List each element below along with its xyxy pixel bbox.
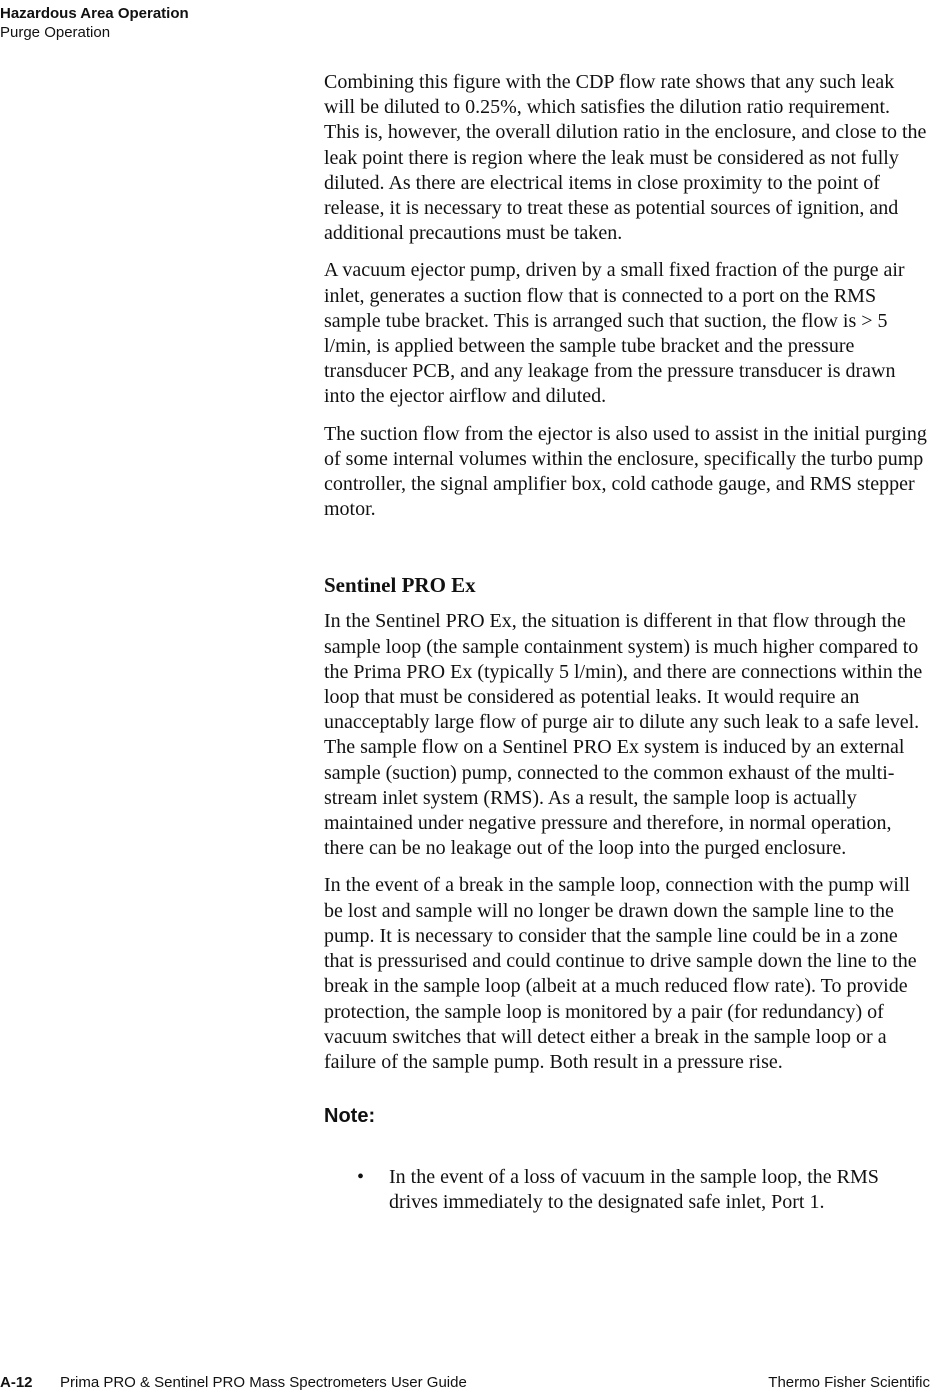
paragraph-sample-loop-break: In the event of a break in the sample loop, connection with the pump will be lost and sample will no longer be drawn down the sample line to the pump. It is necessary to consider that the sample line could be in a zone that is pressurised and could continue to drive sample down the line to the break in the sample loop (albeit at a much reduced flow rate). To provide protection, the sample loop is monitored by a pair (for redundancy) of vacuum switches that will detect either a break in the sample loop or a failure of the sample pump. Both result in a pressure rise.: [324, 874, 917, 1073]
paragraph-vacuum-ejector: A vacuum ejector pump, driven by a small fixed fraction of the purge air inlet, generates a suction flow that is connected to a port on the RMS sample tube bracket. This is arranged such that suction, the flow is > 5 l/min, is applied between the sample tube bracket and the pressure transducer PCB, and any leakage from the pressure transducer is drawn into the ejector airflow and diluted.: [324, 259, 905, 408]
list-item-text: In the event of a loss of vacuum in the sample loop, the RMS drives immediately to the designated safe inlet, Port 1.: [389, 1166, 879, 1214]
bullet-icon: •: [357, 1166, 365, 1189]
paragraph-suction-flow: The suction flow from the ejector is also used to assist in the initial purging of some internal volumes within the enclosure, specifically the turbo pump controller, the signal amplifier box, cold cathode gauge, and RMS stepper motor.: [324, 422, 927, 521]
paragraph-sentinel-situation: In the Sentinel PRO Ex, the situation is different in that flow through the sample loop (the sample containment system) is much higher compared to the Prima PRO Ex (typically 5 l/min), and there are connections within the loop that must be considered as potential leaks. It would require an unacceptably large flow of purge air to dilute any such leak to a safe level. The sample flow on a Sentinel PRO Ex system is induced by an external sample (suction) pump, connected to the common exhaust of the multi-stream inlet system (RMS). As a result, the sample loop is actually maintained under negative pressure and therefore, in normal operation, there can be no leakage out of the loop into the purged enclosure.: [324, 610, 923, 860]
note-list: [324, 1165, 930, 1215]
paragraph-dilution: Combining this figure with the CDP flow rate shows that any such leak will be diluted to 0.25%, which satisfies the dilution ratio requirement. This is, however, the overall dilution ratio in the enclosure, and close to the leak point there is region where the leak must be considered as not fully diluted. As there are electrical items in close proximity to the point of release, it is necessary to treat these as potential sources of ignition, and additional precautions must be taken.: [324, 71, 927, 245]
document-title: Prima PRO & Sentinel PRO Mass Spectrometers User Guide: [60, 1374, 467, 1391]
section-subtitle: Purge Operation: [0, 24, 111, 41]
note-label: Note:: [324, 1105, 376, 1128]
company-name: Thermo Fisher Scientific: [768, 1374, 930, 1391]
list-item: [324, 1165, 930, 1215]
section-heading-sentinel: Sentinel PRO Ex: [324, 573, 476, 598]
page-number: A-12: [0, 1374, 33, 1391]
chapter-title: Hazardous Area Operation: [0, 5, 189, 22]
page-header: [0, 4, 189, 42]
main-content: [324, 70, 930, 1216]
